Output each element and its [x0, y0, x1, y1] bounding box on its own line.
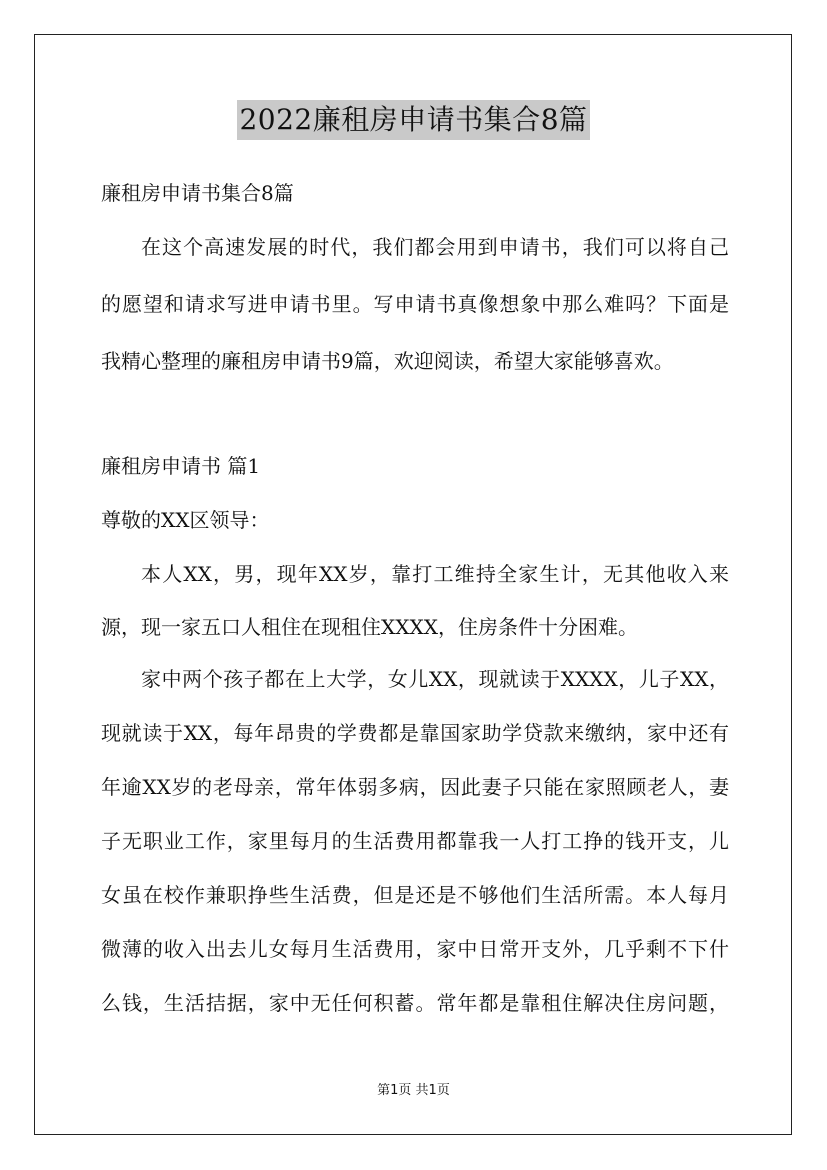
intro-line: 在这个高速发展的时代，我们都会用到申请书，我们可以将自己	[141, 235, 729, 259]
body-paragraph-1	[101, 559, 729, 642]
body-line: 女虽在校作兼职挣些生活费，但是还是不够他们生活所需。本人每月	[101, 883, 729, 907]
page-footer: 第1页 共1页	[377, 1083, 450, 1098]
body-line: 本人XX，男，现年XX岁，靠打工维持全家生计，无其他收入来	[141, 562, 729, 586]
body-line: 源，现一家五口人租住在现租住XXXX，住房条件十分困难。	[101, 615, 638, 639]
intro-line: 的愿望和请求写进申请书里。写申请书真像想象中那么难吗？下面是	[101, 292, 729, 316]
body-line: 微薄的收入出去儿女每月生活费用，家中日常开支外，几乎剩不下什	[101, 937, 729, 961]
section-heading: 廉租房申请书 篇1	[101, 454, 261, 478]
intro-line: 我精心整理的廉租房申请书9篇，欢迎阅读，希望大家能够喜欢。	[101, 349, 674, 373]
body-line: 年逾XX岁的老母亲，常年体弱多病，因此妻子只能在家照顾老人，妻	[101, 775, 729, 799]
intro-paragraph	[101, 232, 729, 376]
document-title: 2022廉租房申请书集合8篇	[237, 100, 589, 140]
body-line: 么钱，生活拮据，家中无任何积蓄。常年都是靠租住解决住房问题，	[101, 991, 729, 1015]
title-container	[0, 100, 827, 140]
body-line: 家中两个孩子都在上大学，女儿XX，现就读于XXXX，儿子XX，	[141, 667, 729, 691]
body-line: 现就读于XX，每年昂贵的学费都是靠国家助学贷款来缴纳，家中还有	[101, 721, 729, 745]
body-paragraph-2	[101, 664, 729, 1018]
salutation: 尊敬的XX区领导：	[101, 508, 270, 532]
document-subtitle: 廉租房申请书集合8篇	[101, 181, 294, 205]
body-line: 子无职业工作，家里每月的生活费用都靠我一人打工挣的钱开支，儿	[101, 829, 729, 853]
